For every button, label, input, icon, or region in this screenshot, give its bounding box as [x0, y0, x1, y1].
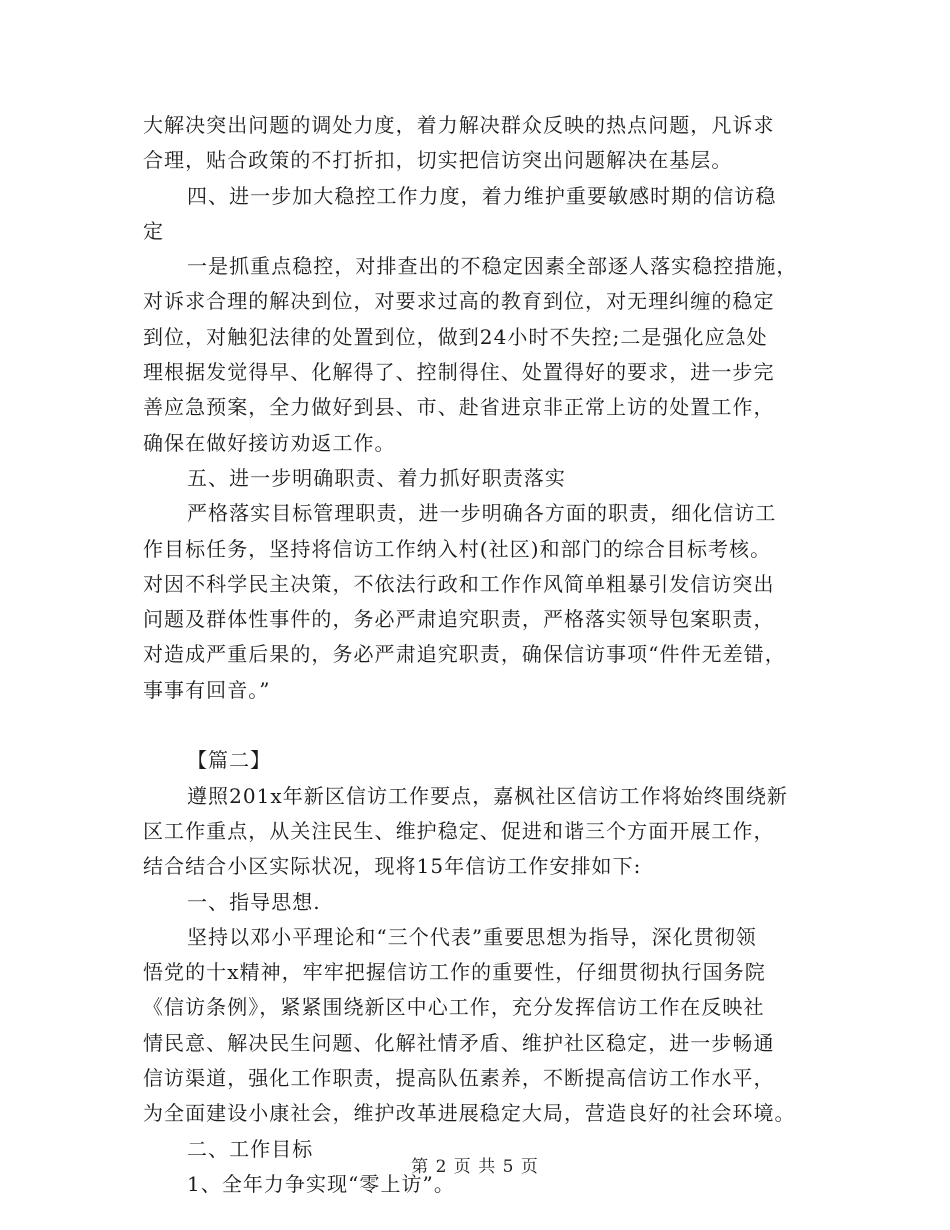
text-line: 事事有回音。” [143, 677, 271, 702]
text-line: 坚持以邓小平理论和“三个代表”重要思想为指导，深化贯彻领 [187, 924, 757, 949]
text-line: 《信访条例》，紧紧围绕新区中心工作，充分发挥信访工作在反映社 [143, 995, 765, 1020]
text-line: 1、全年力争实现“零上访”。 [187, 1171, 455, 1196]
text-line: 为全面建设小康社会，维护改革进展稳定大局，营造良好的社会环境。 [143, 1101, 796, 1126]
text-line: 结合结合小区实际状况，现将15年信访工作安排如下: [143, 854, 642, 879]
text-line: 五、进一步明确职责、着力抓好职责落实 [187, 465, 566, 490]
text-line: 四、进一步加大稳控工作力度，着力维护重要敏感时期的信访稳 [187, 183, 777, 208]
text-line: 大解决突出问题的调处力度，着力解决群众反映的热点问题，凡诉求 [143, 113, 775, 137]
text-line: 遵照201x年新区信访工作要点，嘉枫社区信访工作将始终围绕新 [187, 783, 788, 808]
text-line: 一是抓重点稳控，对排查出的不稳定因素全部逐人落实稳控措施， [187, 254, 798, 279]
text-line: 一、指导思想. [187, 889, 321, 914]
text-line: 【篇二】 [187, 748, 272, 773]
text-line: 对诉求合理的解决到位，对要求过高的教育到位，对无理纠缠的稳定 [143, 289, 775, 314]
text-line: 确保在做好接访劝返工作。 [143, 430, 396, 455]
text-line: 严格落实目标管理职责，进一步明确各方面的职责，细化信访工 [187, 501, 777, 526]
text-line: 合理，贴合政策的不打折扣，切实把信访突出问题解决在基层。 [143, 148, 733, 173]
text-line: 情民意、解决民生问题、化解社情矛盾、维护社区稳定，进一步畅通 [143, 1030, 775, 1055]
text-line: 理根据发觉得早、化解得了、控制得住、处置得好的要求，进一步完 [143, 360, 775, 385]
text-line: 悟党的十x精神，牢牢把握信访工作的重要性，仔细贯彻执行国务院 [143, 960, 766, 985]
text-line: 二、工作目标 [187, 1136, 314, 1161]
text-line: 信访渠道，强化工作职责，提高队伍素养，不断提高信访工作水平， [143, 1066, 775, 1091]
document-body [143, 108, 823, 1202]
text-line: 对因不科学民主决策，不依法行政和工作作风简单粗暴引发信访突出 [143, 571, 775, 596]
text-line: 区工作重点，从关注民生、维护稳定、促进和谐三个方面开展工作， [143, 818, 775, 843]
text-line: 到位，对触犯法律的处置到位，做到24小时不失控;二是强化应急处 [143, 324, 768, 349]
text-line: 定 [143, 218, 165, 243]
text-line: 善应急预案，全力做好到县、市、赴省进京非正常上访的处置工作， [143, 395, 775, 420]
text-line: 问题及群体性事件的，务必严肃追究职责，严格落实领导包案职责， [143, 607, 775, 632]
page-footer: 第 2 页 共 5 页 [411, 1157, 539, 1177]
blank-line [143, 708, 823, 743]
text-line: 作目标任务，坚持将信访工作纳入村(社区)和部门的综合目标考核。 [143, 536, 772, 561]
text-line: 对造成严重后果的，务必严肃追究职责，确保信访事项“件件无差错， [143, 642, 786, 667]
